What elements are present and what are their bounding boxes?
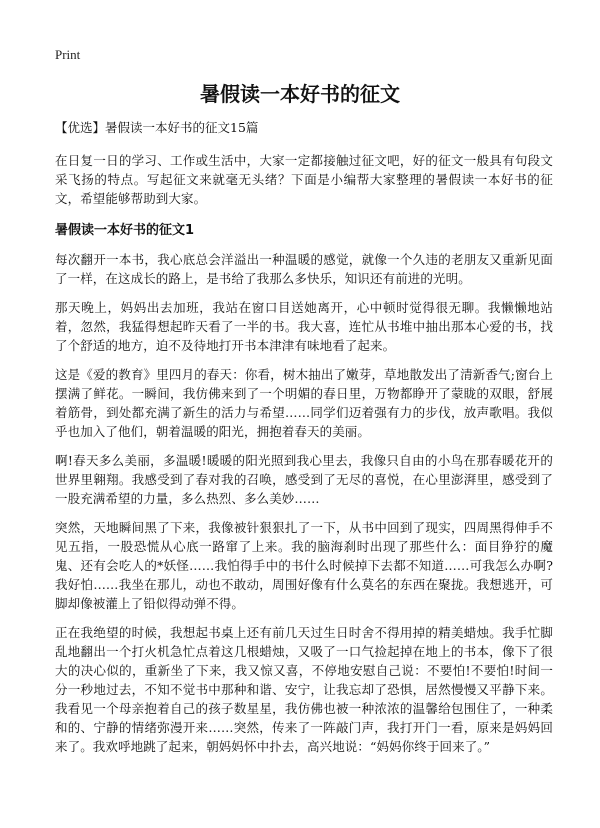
paragraph: 这是《爱的教育》里四月的春天：你看，树木抽出了嫩芽，草地散发出了清新香气;窗台上摆满了鲜花。一瞬间，我仿佛来到了一个明媚的春日里，万物都睁开了蒙眬的双眼，舒展着筋骨，到处都充满了新生的活力与希望……同学们迈着强有力的步伐，放声歌唱。我似乎也加入了他们，朝着温暖的阳光，拥抱着春天的美丽。 <box>55 367 553 439</box>
paragraph: 突然，天地瞬间黑了下来，我像被针狠狠扎了一下，从书中回到了现实，四周黑得伸手不见五指，一股恐慌从心底一路窜了上来。我的脑海刹时出现了那些什么：面目狰狞的魔鬼、还有会吃人的*妖怪……我怕得手中的书什么时候掉下去都不知道……可我怎么办啊?我好怕……我坐在那儿，动也不敢动，周围好像有什么莫名的东西在聚拢。我想逃开，可脚却像被灌上了铅似得动弹不得。 <box>55 520 553 611</box>
page-title: 暑假读一本好书的征文 <box>200 82 400 106</box>
paragraph: 啊!春天多么美丽，多温暖!暖暖的阳光照到我心里去，我像只自由的小鸟在那春暖花开的世界里翱翔。我感受到了春对我的召唤，感受到了无尽的喜悦，在心里澎湃里，感受到了一股充满希望的力量，多么热烈、多么美妙…… <box>55 453 553 506</box>
intro-paragraph: 在日复一日的学习、工作或生活中，大家一定都接触过征文吧，好的征文一般具有句段文采飞扬的特点。写起征文来就毫无头绪？下面是小编帮大家整理的暑假读一本好书的征文，希望能够帮助到大家。 <box>55 153 553 206</box>
paragraph: 每次翻开一本书，我心底总会洋溢出一种温暖的感觉，就像一个久违的老朋友又重新见面了一样，在这成长的路上，是书给了我那么多快乐，知识还有前进的光明。 <box>55 252 553 286</box>
paragraph: 那天晚上，妈妈出去加班，我站在窗口目送她离开，心中顿时觉得很无聊。我懒懒地站着，忽然，我猛得想起昨天看了一半的书。我大喜，连忙从书堆中抽出那本心爱的书，找了个舒适的地方，迫不及待地打开书本津津有味地看了起来。 <box>55 300 553 353</box>
paragraph: 正在我绝望的时候，我想起书桌上还有前几天过生日时舍不得用掉的精美蜡烛。我手忙脚乱地翻出一个打火机急忙点着这几根蜡烛，又吸了一口气捡起掉在地上的书本，像下了很大的决心似的，重新坐了下来，我又惊又喜，不停地安慰自己说：不要怕!不要怕!时间一分一秒地过去，不知不觉书中那种和谐、安宁，让我忘却了恐惧，居然慢慢又平静下来。我看见一个母亲抱着自己的孩子数星星，我仿佛也被一种浓浓的温馨给包围住了，一种柔和的、宁静的情绪弥漫开来……突然，传来了一阵敲门声，我打开门一看，原来是妈妈回来了。我欢呼地跳了起来，朝妈妈怀中扑去，高兴地说：“妈妈你终于回来了。” <box>55 625 553 754</box>
article-body <box>55 119 553 766</box>
article-subtitle: 【优选】暑假读一本好书的征文15篇 <box>55 120 259 135</box>
section-heading: 暑假读一本好书的征文1 <box>55 223 195 238</box>
print-link[interactable]: Print <box>55 47 81 62</box>
